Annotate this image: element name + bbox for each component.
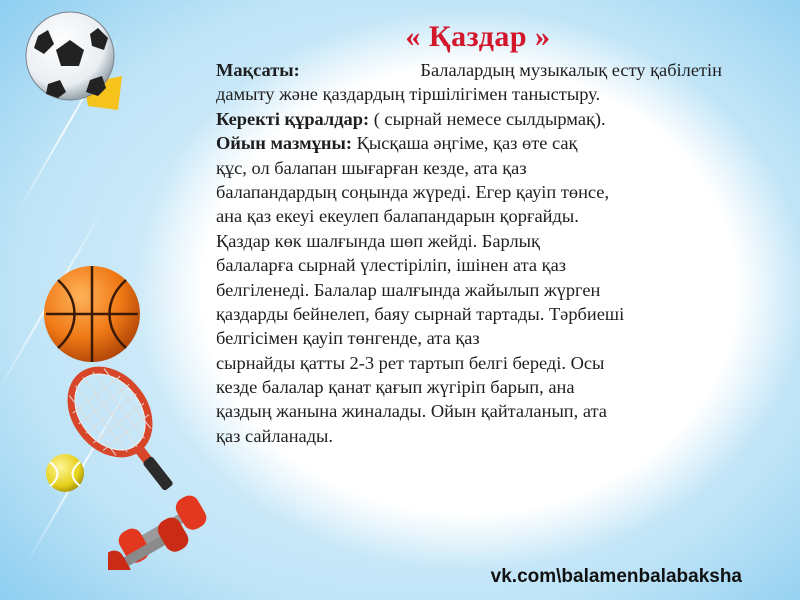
dumbbell-icon: [108, 490, 218, 570]
text-line: белгіленеді. Балалар шалғында жайылып жүрген: [216, 279, 601, 300]
text-line: балапандардың соңында жүреді. Егер қауіп төнсе,: [216, 181, 610, 202]
text-line: қаз сайланады.: [216, 425, 334, 446]
soccer-ball-icon: [18, 6, 126, 114]
text-line: қаздарды бейнелеп, баяу сырнай тартады. Тәрбиеші: [216, 303, 625, 324]
equipment-label: Керекті құралдар:: [216, 108, 370, 129]
text-line: белгісімен қауіп төнгенде, ата қаз: [216, 328, 480, 349]
content-text: Қысқаша әңгіме, қаз өте сақ: [356, 133, 578, 154]
content-label: Ойын мазмұны:: [216, 133, 352, 154]
basketball-icon: [40, 262, 144, 366]
content-line: [216, 131, 722, 155]
equipment-text: ( сырнай немесе сылдырмақ).: [373, 108, 606, 129]
text-line: сырнайды қатты 2-3 рет тартып белгі береді. Осы: [216, 352, 605, 373]
goal-label: Мақсаты:: [216, 60, 300, 80]
source-link[interactable]: vk.com\balamenbalabaksha: [490, 566, 742, 587]
text-line: қаздың жанына жиналады. Ойын қайталанып, ата: [216, 401, 607, 422]
equipment-line: [216, 107, 722, 131]
goal-text: Балалардың музыкалық есту қабілетін: [420, 60, 722, 80]
text-line: ана қаз екеуі екеулеп балапандарын қорғайды.: [216, 206, 579, 227]
text-line: балаларға сырнай үлестіріліп, ішінен ата қаз: [216, 255, 567, 276]
text-line: кезде балалар қанат қағып жүгіріп барып, ана: [216, 377, 575, 398]
text-line: құс, ол балапан шығарған кезде, ата қаз: [216, 157, 527, 178]
goal-line-2: дамыту және қаздардың тіршілігімен таныстыру.: [216, 84, 601, 105]
game-description: [216, 58, 722, 448]
text-line: Қаздар көк шалғында шөп жейді. Барлық: [216, 230, 540, 251]
tennis-ball-icon: [44, 452, 86, 494]
page-title: « Қаздар »: [405, 20, 551, 53]
goal-line: [216, 58, 722, 82]
